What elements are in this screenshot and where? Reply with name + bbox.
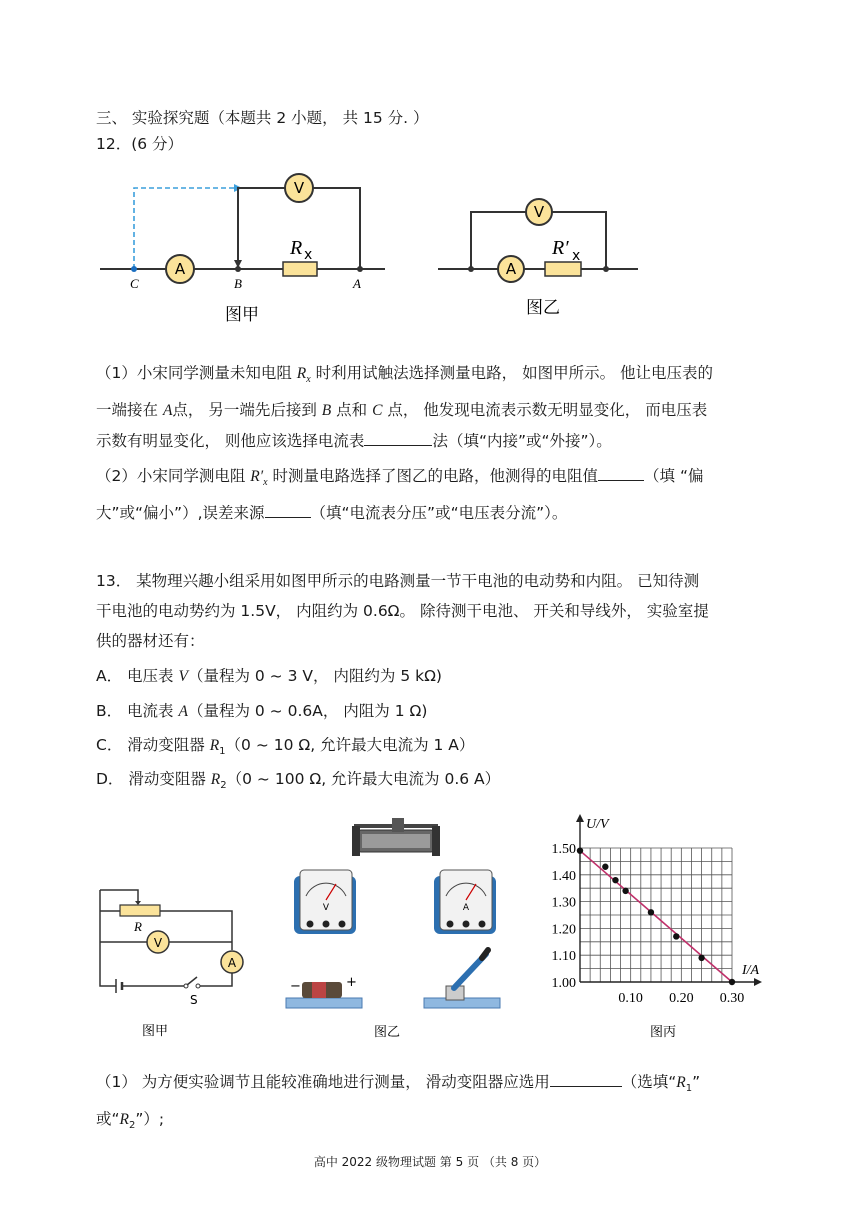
question-12-number: 12．(6 分） — [96, 135, 184, 153]
chart-axes — [576, 814, 762, 986]
resistor-icon — [545, 262, 581, 276]
y-tick-label: 1.00 — [551, 976, 576, 991]
svg-text:A: A — [353, 276, 361, 291]
svg-text:−: − — [290, 979, 301, 994]
x-tick-label: 0.10 — [618, 991, 643, 1006]
q13-stem: 13． 某物理兴趣小组采用如图甲所示的电路测量一节干电池的电动势和内阻。 已知待测 干电池的电动势约为 1.5V， 内阻约为 0.6Ω。 除待测干电池、 开关和导线外， 实验室提 供的器材还有： — [96, 572, 709, 650]
y-axis-arrow — [576, 814, 584, 822]
svg-text:x: x — [304, 247, 313, 263]
svg-text:R: R — [290, 237, 303, 259]
data-point — [622, 888, 628, 894]
resistor-icon — [283, 262, 317, 276]
data-point — [648, 909, 654, 915]
svg-text:V: V — [293, 179, 305, 197]
data-point — [673, 933, 679, 939]
switch-icon — [424, 950, 500, 1008]
q13-figure-jia — [98, 880, 258, 1040]
svg-text:A: A — [227, 956, 237, 970]
q13-option-c: C． 滑动变阻器 $R_1(0$ ~ 10 Ω, 允许最大电流为 1 A） — [96, 736, 475, 758]
q12-part1: （1）小宋同学测量未知电阻 $R_x$ 时利用试触法选择测量电路， 如图甲所示。 他让电压表的 一端接在 A点， 另一端先后接到 B 点和 C 点， 他发现电流表示数无明显变化， 而电压表 示数有明显变化， 则他应该选择电流表 法（填“内接”或“外接”）。 — [96, 364, 714, 451]
svg-text:B: B — [234, 276, 242, 291]
data-point — [698, 955, 704, 961]
q13-caption-yi: 图乙 — [374, 1025, 401, 1040]
data-point — [729, 979, 735, 985]
q13-option-a: A． 电压表 V（量程为 0 ~ 3 V， 内阻约为 5 kΩ) — [96, 667, 442, 685]
q13-option-b: B． 电流表 A（量程为 0 ~ 0.6A， 内阻为 1 Ω) — [96, 702, 428, 720]
data-point — [602, 864, 608, 870]
answer-blank[interactable] — [550, 1071, 622, 1088]
y-tick-label: 1.30 — [551, 895, 576, 911]
rheostat-icon — [352, 818, 440, 856]
voltmeter-device-icon — [294, 870, 356, 934]
svg-text:S: S — [190, 993, 198, 1007]
q12-caption-jia: 图甲 — [225, 305, 259, 325]
answer-blank[interactable] — [265, 502, 311, 519]
svg-text:V: V — [533, 203, 545, 221]
q12-part2: （2）小宋同学测电阻 $R'_x$ 时测量电路选择了图乙的电路，他测得的电阻值 （填 “偏 大”或“偏小”）,误差来源 （填“电流表分压”或“电压表分流”）。 — [96, 461, 766, 528]
q13-option-d: D． 滑动变阻器 $R_2(0$ ~ 100 Ω, 允许最大电流为 0.6 A） — [96, 770, 501, 792]
ammeter-device-icon — [434, 870, 496, 934]
x-tick-label: 0.30 — [719, 991, 745, 1006]
y-tick-label: 1.20 — [551, 922, 576, 938]
x-axis-label: I/A — [742, 963, 760, 978]
section-heading: 三、 实验探究题（本题共 2 小题， 共 15 分. ） — [96, 109, 429, 127]
svg-text:A: A — [505, 260, 517, 278]
q13-caption-bing: 图丙 — [650, 1025, 677, 1040]
x-tick-label: 0.20 — [669, 991, 694, 1006]
data-point — [612, 877, 618, 883]
svg-text:A: A — [174, 260, 186, 278]
q12-figure-yi — [438, 190, 648, 330]
svg-text:+: + — [346, 975, 357, 990]
fit-line — [580, 851, 732, 982]
q12-figure-jia — [100, 170, 400, 330]
svg-text:C: C — [130, 276, 139, 291]
y-tick-label: 1.10 — [551, 949, 576, 965]
y-tick-label: 1.50 — [551, 842, 576, 857]
svg-text:V: V — [322, 903, 330, 913]
battery-icon — [286, 975, 362, 1008]
data-point — [577, 847, 583, 853]
ui-chart — [540, 808, 780, 1048]
y-tick-label: 1.40 — [551, 868, 576, 884]
svg-text:x: x — [572, 248, 581, 264]
q13-part1: （1） 为方便实验调节且能较准确地进行测量， 滑动变阻器应选用 （选填“$R_1$” 或“$R_2$”）; — [96, 1067, 766, 1141]
q12-caption-yi: 图乙 — [526, 298, 560, 318]
y-axis-label: U/V — [586, 817, 609, 832]
q13-caption-jia: 图甲 — [142, 1024, 169, 1039]
svg-text:V: V — [153, 936, 163, 950]
x-axis-arrow — [754, 978, 762, 986]
q13-figure-yi — [282, 806, 512, 1046]
svg-text:A: A — [462, 903, 470, 913]
answer-blank[interactable] — [598, 465, 644, 482]
page-footer: 高中 2022 级物理试题 第 5 页 （共 8 页） — [313, 1155, 547, 1169]
answer-blank[interactable] — [364, 430, 432, 447]
svg-text:R: R — [134, 919, 142, 934]
svg-text:R′: R′ — [552, 237, 569, 259]
